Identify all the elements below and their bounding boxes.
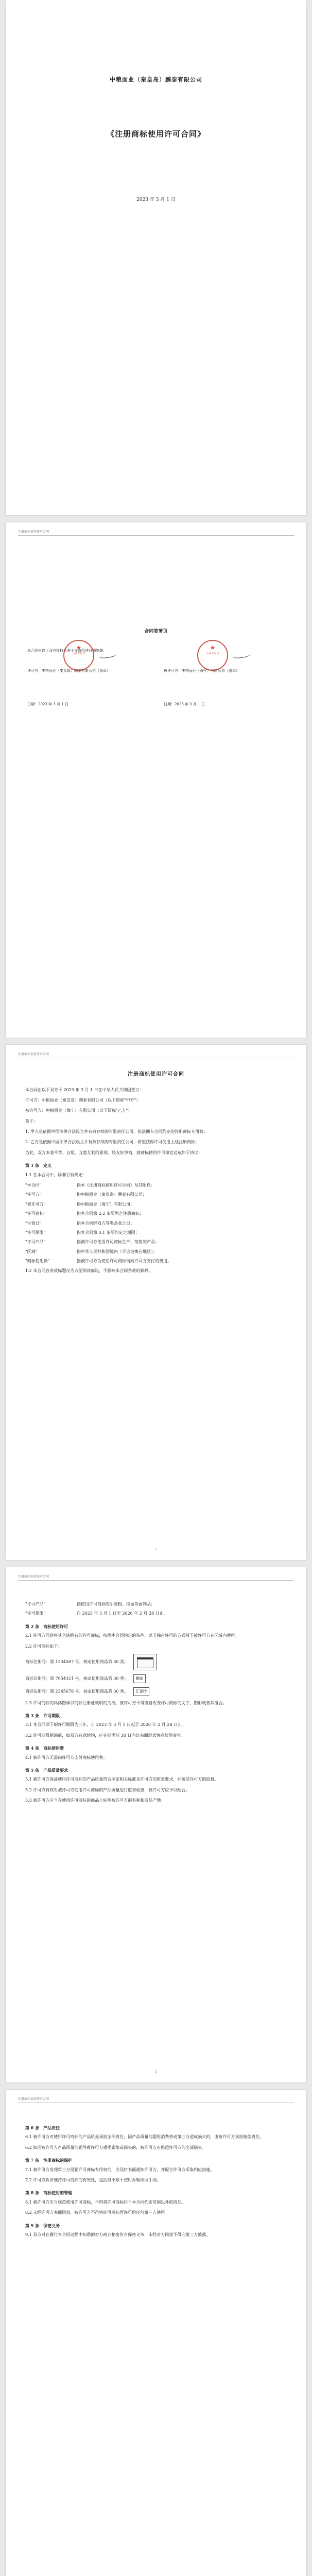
article-1-title: 第 1 条 定义 <box>25 1163 52 1168</box>
definition-row: "许可商标" 指本合同第 2.2 条所列之注册商标； <box>25 1211 144 1216</box>
definition-row: "商标使用费" 指被许可方为使用许可商标而向许可方支付的费用。 <box>25 1259 171 1264</box>
article-5-title: 第 5 条 产品质量要求 <box>25 1767 68 1773</box>
licensor-name: 中粮面业（秦皇岛）鹏泰有限公司（盖章） <box>42 668 110 673</box>
cover-company: 中粮面业（秦皇岛）鹏泰有限公司 <box>110 76 202 83</box>
article-9-title: 第 9 条 保密义务 <box>25 2223 60 2228</box>
cover-title: 《注册商标使用许可合同》 <box>106 129 205 139</box>
trademark-logo-2: 鹏泰 <box>133 1674 146 1683</box>
definition-row: "许可期限" 指本合同第 3.1 条所约定之期限； <box>25 1230 140 1235</box>
recital-2: 2. 乙方是依据中国法律合法设立并有效存续的有限责任公司，希望获得许可使用上述注册商标； <box>25 1140 200 1145</box>
party-a: 许可方：中粮面业（秦皇岛）鹏泰有限公司（以下简称"甲方"） <box>25 1097 141 1103</box>
trademark-logo-1 <box>133 1654 157 1670</box>
article-3-2: 3.2 许可期限届满前，如双方有意续约，应在期满前 30 日内以书面形式协商续签事宜。 <box>25 1733 185 1738</box>
trademark-logo-3: 汇福特 <box>133 1687 149 1696</box>
page-header: 注册商标使用许可合同 <box>18 530 294 536</box>
article-9-1: 9.1 双方对在履行本合同过程中知悉的对方商业秘密负有保密义务，未经对方同意不得向第三方披露。 <box>25 2232 211 2237</box>
term-row: "许可产品" 指使用许可商标的小麦粉、挂面等面制品； <box>25 1602 155 1606</box>
article-8-title: 第 8 条 商标使用的管理 <box>25 2190 73 2196</box>
article-6-2: 6.2 如因被许可方产品质量问题导致许可方遭受索赔或损失的，被许可方应赔偿许可方的全部损失。 <box>25 2145 206 2150</box>
licensee-date: 日期：2023 年 3 月 1 日 <box>163 702 205 706</box>
definition-row: "本合同" 指本《注册商标使用许可合同》及其附件； <box>25 1183 155 1188</box>
recital-1: 1. 甲方是依据中国法律合法设立并有效存续的有限责任公司，依法拥有合同约定的注册商标专用权； <box>25 1129 208 1134</box>
term-row: "许可期限" 自 2023 年 3 月 1 日至 2026 年 2 月 28 日止。 <box>25 1611 168 1616</box>
contract-page-2 <box>6 1567 306 2082</box>
page-header: 注册商标使用许可合同 <box>18 2097 294 2103</box>
licensor-label: 许可方： <box>27 668 42 673</box>
licensee-label: 被许可方： <box>163 668 182 673</box>
article-5-3: 5.3 被许可方应当在使用许可商标的商品上标明被许可方的名称和商品产地。 <box>25 1798 165 1803</box>
article-8-2: 8.2 未经许可方书面同意，被许可方不得将许可商标再许可给任何第三方使用。 <box>25 2210 169 2215</box>
article-2-title: 第 2 条 商标使用许可 <box>25 1623 68 1629</box>
article-6-1: 6.1 被许可方对使用许可商标的产品质量承担全部责任，因产品质量问题给消费者或第三方造成损失的，由被许可方承担赔偿责任。 <box>25 2134 264 2140</box>
page-number: 1 <box>155 1547 157 1551</box>
page-header: 注册商标使用许可合同 <box>18 1574 294 1581</box>
article-2-2: 2.2 许可商标如下： <box>25 1643 62 1649</box>
trademark-3: 商标注册号：第 2345678 号，核定使用商品第 30 类。 汇福特 <box>25 1687 287 1696</box>
definition-list <box>25 1182 287 1265</box>
recital-3: 为此，双方本着平等、自愿、互惠互利的原则，经友好协商，就商标使用许可事宜达成如下协议： <box>25 1150 202 1155</box>
cover-date: 2023 年 3 月 1 日 <box>136 197 176 203</box>
definition-row: "许可方" 指中粮面业（秦皇岛）鹏泰有限公司； <box>25 1192 147 1197</box>
licensee-seal: 合同专用章 ★ <box>197 640 228 671</box>
article-7-title: 第 7 条 注册商标的保护 <box>25 2158 73 2163</box>
licensor-date: 日期：2023 年 3 月 1 日 <box>27 702 68 706</box>
article-8-1: 8.1 被许可方应当规范使用许可商标，不得将许可商标用于本合同约定范围以外的商品。 <box>25 2199 186 2205</box>
licensor-block <box>25 665 162 677</box>
article-7-2: 7.2 许可方负责维持许可商标的有效性，包括但不限于按时办理续展手续。 <box>25 2177 161 2182</box>
contract-page-3 <box>6 2090 306 2576</box>
article-3-1: 3.1 本合同项下的许可期限为三年，自 2023 年 3 月 1 日起至 2026 年 2 月 28 日止。 <box>25 1722 186 1727</box>
article-4-title: 第 4 条 商标使用费 <box>25 1745 64 1751</box>
article-5-1: 5.1 被许可方保证使用许可商标的产品质量符合国家相关标准及许可方的质量要求，并接受许可方的监督。 <box>25 1777 219 1782</box>
article-1-lead: 1.1 在本合同中，除非另有规定： <box>25 1172 87 1177</box>
article-5-2: 5.2 许可方有权对被许可方使用许可商标的产品质量进行监督检查，被许可方应予以配合。 <box>25 1787 190 1792</box>
definition-row: "区域" 指中华人民共和国境内（不含港澳台地区）； <box>25 1249 157 1254</box>
licensee-block <box>162 665 287 677</box>
trademark-2: 商标注册号：第 7654321 号，核定使用商品第 30 类； 鹏泰 <box>25 1674 287 1683</box>
party-b: 被许可方：中粮面业（海宁）有限公司（以下简称"乙方"） <box>25 1108 132 1113</box>
recital-lead: 鉴于： <box>25 1118 38 1124</box>
definition-row: "生效日" 指本合同经双方签署盖章之日； <box>25 1221 134 1226</box>
article-1-2: 1.2 本合同各条款标题仅为方便阅读而设，不影响本合同条款的解释。 <box>25 1268 153 1273</box>
article-4-1: 4.1 被许可方无需向许可方支付商标使用费。 <box>25 1755 108 1760</box>
contract-title: 注册商标使用许可合同 <box>128 1072 184 1077</box>
article-2-1: 2.1 许可方同意将其合法拥有的许可商标，按照本合同约定的条件，以非独占许可的方式授予被许可方在区域内使用。 <box>25 1633 239 1638</box>
article-6-title: 第 6 条 产品责任 <box>25 2125 60 2130</box>
licensee-name: 中粮面业（海宁）有限公司（盖章） <box>181 668 239 673</box>
page-number: 2 <box>155 2070 157 2074</box>
definition-row: "许可产品" 指被许可方使用许可商标生产、销售的产品； <box>25 1240 159 1245</box>
contract-page-1 <box>6 1045 306 1560</box>
licensor-seal: 合同专用章 ★ <box>63 640 94 671</box>
page-header: 注册商标使用许可合同 <box>18 1052 294 1058</box>
signature-title: 合同签署页 <box>144 629 168 634</box>
signature-page <box>6 522 306 1038</box>
contract-intro: 本合同由以下双方于 2023 年 3 月 1 日在中华人民共和国签订： <box>25 1087 144 1092</box>
signature-intro: 本合同由以下双方授权代表于文首所述日期签署： <box>27 648 107 653</box>
article-2-3: 2.3 许可商标的具体图样以商标注册证载明的为准。被许可方不得擅自改变许可商标的文字、图形或者其组合。 <box>25 1700 227 1705</box>
trademark-1: 商标注册号：第 1234567 号，核定使用商品第 30 类； <box>25 1654 287 1670</box>
article-7-1: 7.1 被许可方发现第三方侵犯许可商标专用权的，应及时书面通知许可方，并配合许可方采取相应措施。 <box>25 2167 215 2172</box>
cover-page <box>6 0 306 515</box>
article-3-title: 第 3 条 许可期限 <box>25 1713 60 1719</box>
definition-row: "被许可方" 指中粮面业（海宁）有限公司； <box>25 1201 134 1207</box>
